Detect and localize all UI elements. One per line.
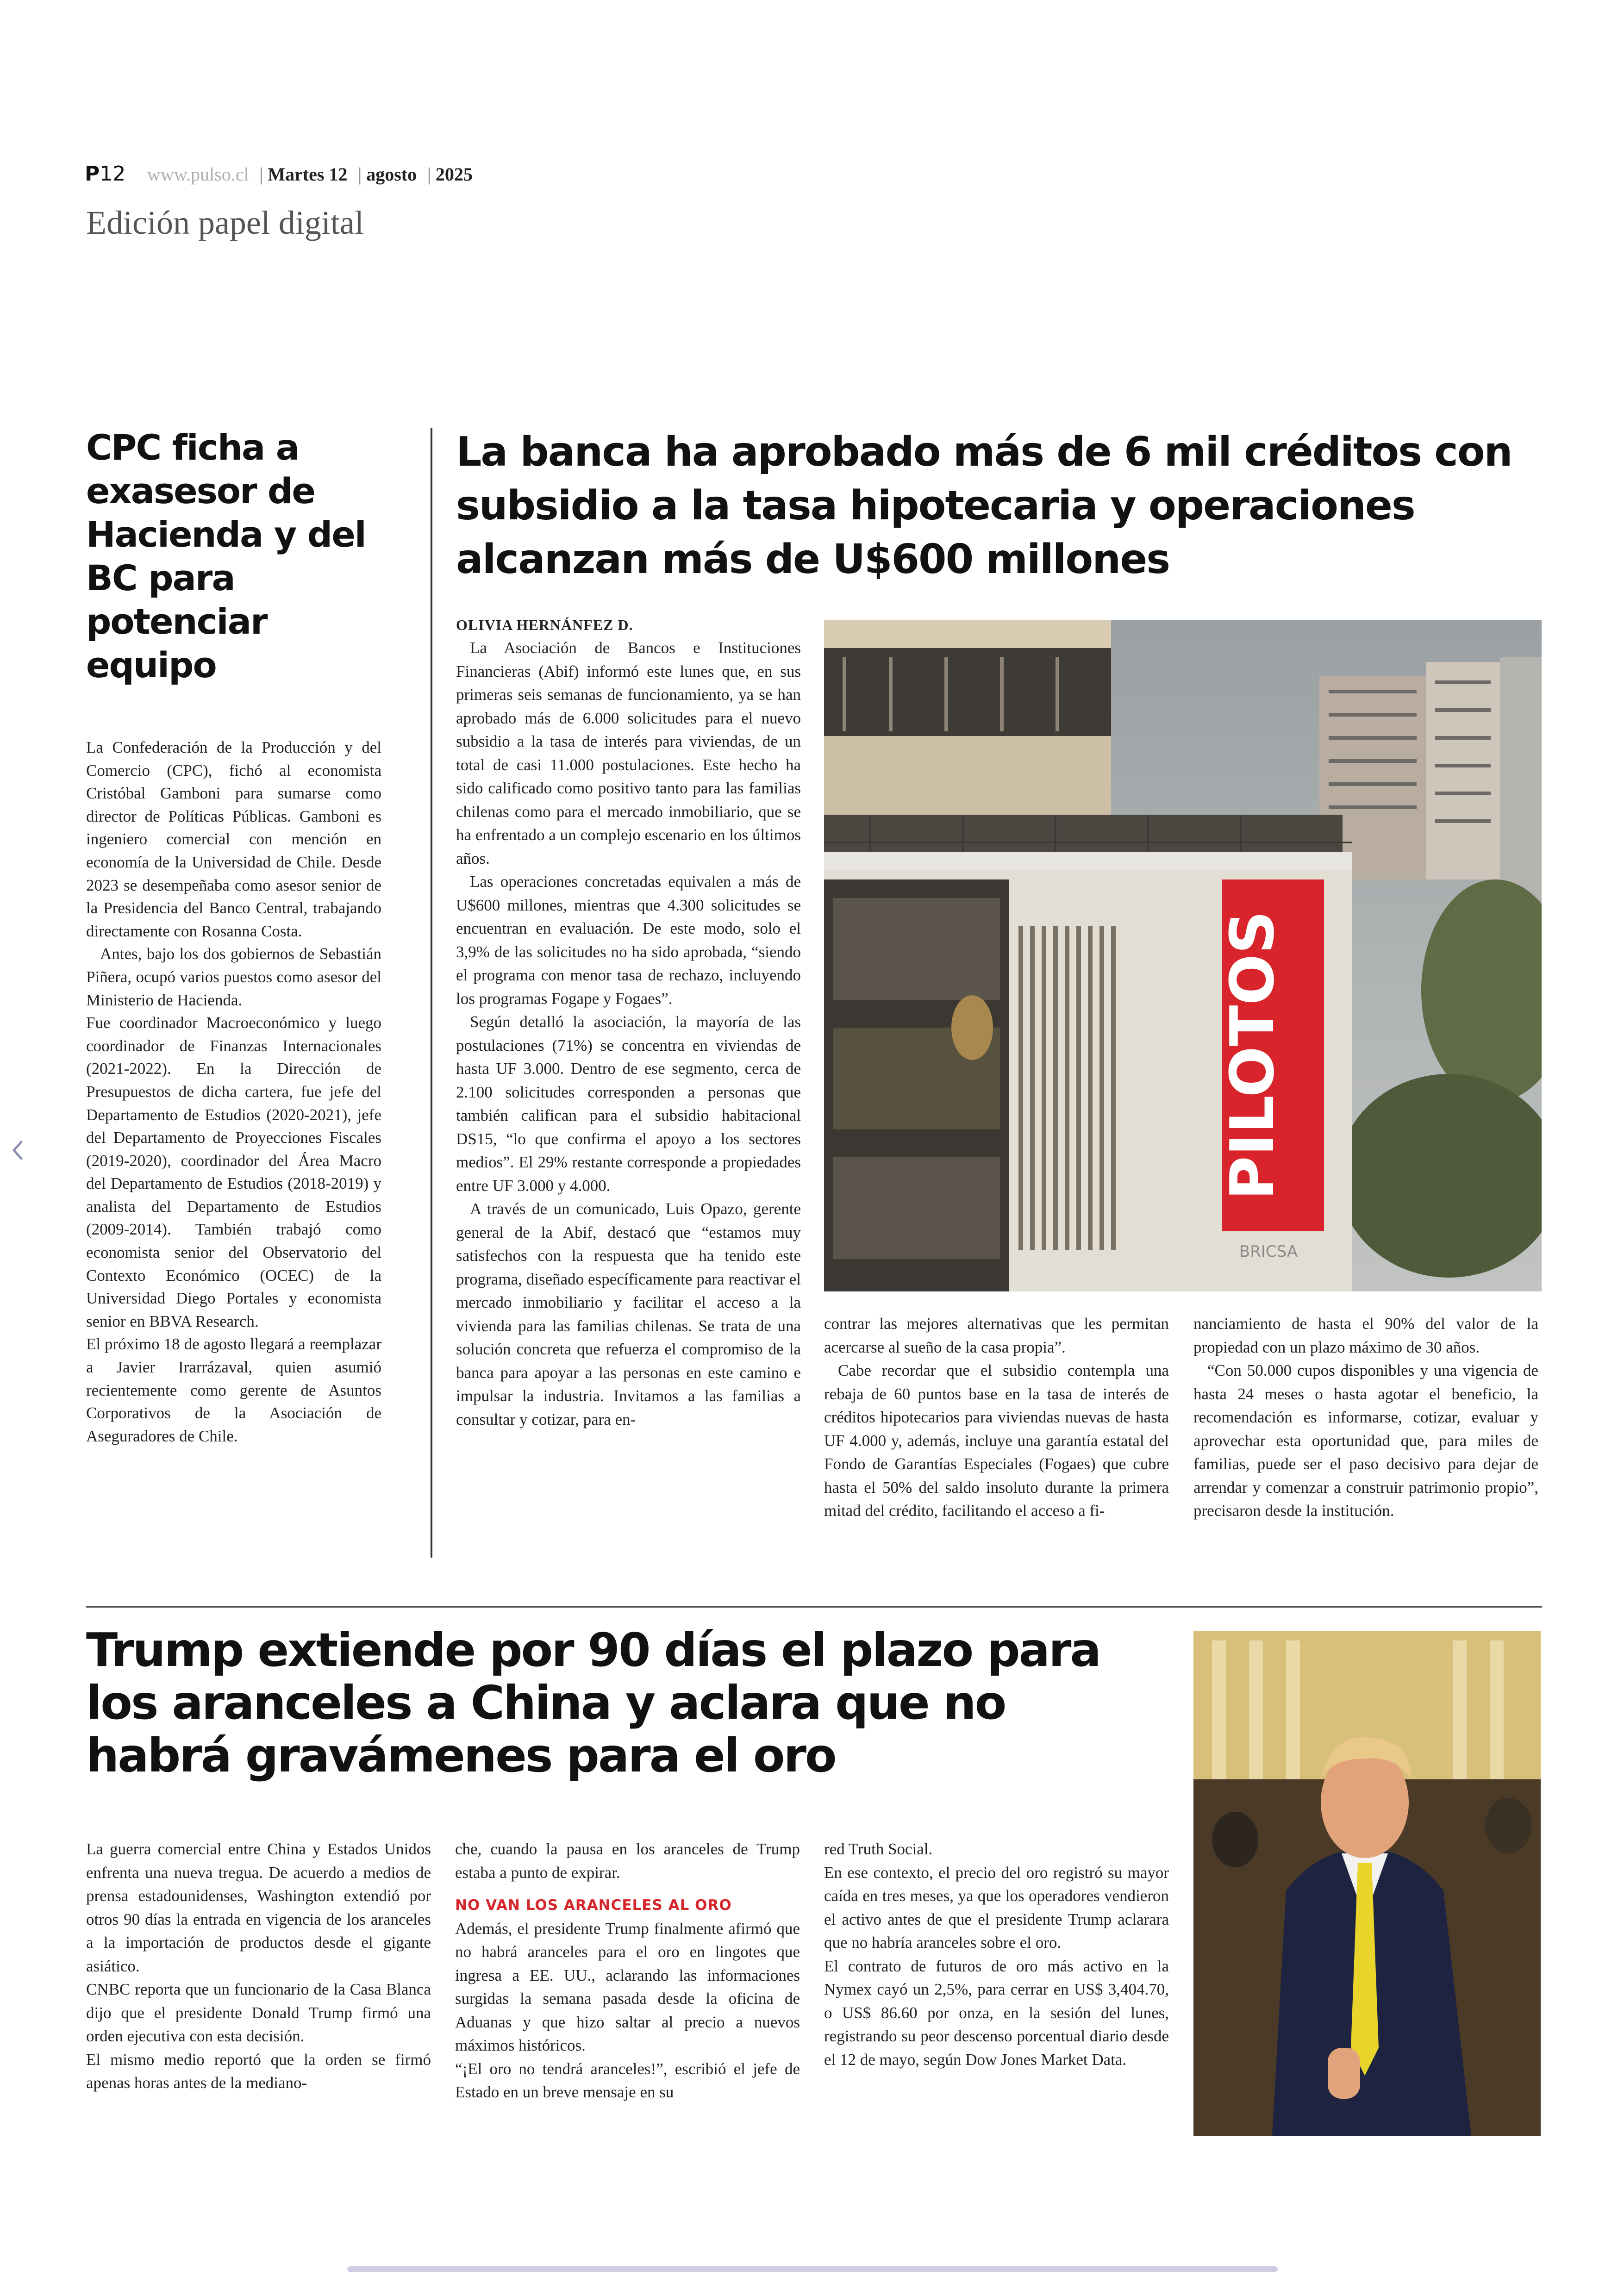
section-subhead: NO VAN LOS ARANCELES AL ORO xyxy=(455,1897,732,1914)
paragraph: “Con 50.000 cupos disponibles y una vigencia de hasta 24 meses o hasta agotar el beneficio, la recomendación es informarse, cotizar, evaluar y aprovechar esta oportunidad que, para miles de familias, puede ser el paso decisivo para dejar de arrendar y comenzar a construir patrimonio propio”, precisaron desde la institución. xyxy=(1193,1361,1538,1520)
main-article-col3 xyxy=(1193,1312,1538,1523)
scrollbar[interactable] xyxy=(347,2266,1278,2272)
paragraph: Las operaciones concretadas equivalen a más de U$600 millones, mientras que 4.300 solicitudes se encuentran en evaluación. De este modo, solo el 3,9% de las solicitudes no ha sido aprobada, “siendo el programa con menor tasa de rechazo, incluyendo los programas Fogape y Fogaes”. xyxy=(456,873,801,1008)
issue-weekday: Martes 12 xyxy=(268,164,348,185)
paragraph: La Confederación de la Producción y del Comercio (CPC), fichó al economista Cristóbal Gamboni para sumarse como director de Políticas Públicas. Gamboni es ingeniero comercial con mención en economía de la Universidad de Chile. Desde 2023 se desempeñaba como asesor senior de la Presidencia del Banco Central, trabajando directamente con Rosanna Costa. xyxy=(86,738,381,940)
issue-year: 2025 xyxy=(435,164,473,185)
paragraph: En ese contexto, el precio del oro registró su mayor caída en tres meses, ya que los operadores vendieron el activo antes de que el presidente Trump aclarara que no habría aranceles sobre el oro. xyxy=(824,1863,1169,1952)
main-article-col2 xyxy=(824,1312,1169,1523)
paragraph: El próximo 18 de agosto llegará a reemplazar a Javier Irarrázaval, quien asumió recientemente como gerente de Asuntos Corporativos de la Asociación de Aseguradores de Chile. xyxy=(86,1335,381,1445)
paragraph: A través de un comunicado, Luis Opazo, gerente general de la Abif, destacó que “estamos muy satisfechos con la respuesta que ha tenido este programa, diseñado específicamente para reactivar el mercado inmobiliario y facilitar el acceso a la vivienda para las familias chilenas. Se trata de una solución concreta que refuerza el compromiso de la banca para apoyar a las personas en este camino e impulsar la industria. Invitamos a las familias a consultar y cotizar, para en- xyxy=(456,1200,801,1428)
page-header: P12 www.pulso.cl | Martes 12 | agosto | 2025 xyxy=(85,162,473,186)
trump-article-title: Trump extiende por 90 días el plazo para los aranceles a China y aclara que no habrá gravámenes para el oro xyxy=(86,1623,1100,1783)
paragraph: CNBC reporta que un funcionario de la Casa Blanca dijo que el presidente Donald Trump firmó una orden ejecutiva con esta decisión. xyxy=(86,1980,431,2045)
building-photo xyxy=(824,620,1542,1291)
trump-article-col1 xyxy=(86,1838,431,2095)
paragraph: El mismo medio reportó que la orden se firmó apenas horas antes de la mediano- xyxy=(86,2050,431,2092)
paragraph: Además, el presidente Trump finalmente afirmó que no habrá aranceles para el oro en lingotes que ingresa a EE. UU., aclarando las informaciones surgidas la semana pasada desde la oficina de Aduanas y que hizo saltar al precio a nuevos máximos históricos. xyxy=(455,1919,800,2054)
main-article-title: La banca ha aprobado más de 6 mil créditos con subsidio a la tasa hipotecaria y operaciones alcanzan más de U$600 millones xyxy=(456,428,1512,583)
site-url[interactable]: www.pulso.cl xyxy=(147,164,249,185)
paragraph: Antes, bajo los dos gobiernos de Sebastián Piñera, ocupó varios puestos como asesor del Ministerio de Hacienda. xyxy=(86,945,381,1009)
left-article-body xyxy=(86,736,381,1447)
column-divider xyxy=(431,428,432,1558)
paragraph: contrar las mejores alternativas que les permitan acercarse al sueño de la casa propia”. xyxy=(824,1315,1169,1356)
paragraph: nanciamiento de hasta el 90% del valor de la propiedad con un plazo máximo de 30 años. xyxy=(1193,1315,1538,1356)
paragraph: red Truth Social. xyxy=(824,1840,933,1858)
page-number: P12 xyxy=(85,162,126,186)
byline: OLIVIA HERNÁNFEZ D. xyxy=(456,617,633,633)
chevron-left-icon[interactable] xyxy=(8,1136,27,1164)
paragraph: Según detalló la asociación, la mayoría de las postulaciones (71%) se concentra en viviendas de hasta UF 3.000. Dentro de ese segmento, cerca de 2.100 solicitudes corresponden a personas que también califican para el subsidio habitacional DS15, “lo que confirma el apoyo a los sectores medios”. El 29% restante corresponde a propiedades entre UF 3.000 y 4.000. xyxy=(456,1013,801,1195)
paragraph: “¡El oro no tendrá aranceles!”, escribió el jefe de Estado en un breve mensaje en su xyxy=(455,2059,800,2101)
trump-article-col3 xyxy=(824,1838,1169,2071)
left-article-title: CPC ficha a exasesor de Hacienda y del BC para potenciar equipo xyxy=(86,427,366,686)
paragraph: Fue coordinador Macroeconómico y luego coordinador de Finanzas Internacionales (2021-2022). En la Dirección de Presupuestos de dicha cartera, fue jefe del Departamento de Estudios (2020-2021), jefe del Departamento de Proyecciones Fiscales (2019-2020), coordinador del Área Macro del Departamento de Estudios (2018-2019) y analista del Departamento de Estudios (2009-2014). También trabajó como economista senior del Observatorio del Contexto Económico (OCEC) de la Universidad Diego Portales y economista senior en BBVA Research. xyxy=(86,1014,381,1330)
trump-photo xyxy=(1193,1631,1541,2136)
paragraph: El contrato de futuros de oro más activo en la Nymex cayó un 2,5%, para cerrar en US$ 3,404.70, o US$ 86.60 por onza, en la sesión del lunes, registrando su peor descenso porcentual diario desde el 12 de mayo, según Dow Jones Market Data. xyxy=(824,1957,1169,2069)
edition-label: Edición papel digital xyxy=(86,204,364,241)
paragraph: che, cuando la pausa en los aranceles de Trump estaba a punto de expirar. xyxy=(455,1840,800,1882)
sign-text: PILOTOS xyxy=(1217,911,1287,1200)
paragraph: La guerra comercial entre China y Estados Unidos enfrenta una nueva tregua. De acuerdo a medios de prensa estadounidenses, Washington extendió por otros 90 días la entrada en vigencia de los aranceles a la importación de productos desde el gigante asiático. xyxy=(86,1840,431,1975)
trump-article-col2 xyxy=(455,1838,800,2104)
main-article-col1 xyxy=(456,636,801,1431)
paragraph: La Asociación de Bancos e Instituciones Financieras (Abif) informó este lunes que, en sus primeras seis semanas de funcionamiento, ya se han aprobado más de 6.000 solicitudes para el nuevo subsidio a la tasa de interés para viviendas, de un total de casi 11.000 postulaciones. Este hecho ha sido calificado como positivo tanto para las familias chilenas como para el mercado inmobiliario, que se ha enfrentado a un complejo escenario en los últimos años. xyxy=(456,639,801,867)
section-divider xyxy=(86,1606,1542,1608)
issue-month: agosto xyxy=(366,164,417,185)
paragraph: Cabe recordar que el subsidio contempla una rebaja de 60 puntos base en la tasa de interés de créditos hipotecarios para viviendas nuevas de hasta UF 4.000 y, además, incluye una garantía estatal del Fondo de Garantías Especiales (Fogaes) que cubre hasta el 50% del saldo insoluto durante la primera mitad del crédito, facilitando el acceso a fi- xyxy=(824,1361,1169,1520)
sign-brand: BRICSA xyxy=(1239,1242,1298,1261)
